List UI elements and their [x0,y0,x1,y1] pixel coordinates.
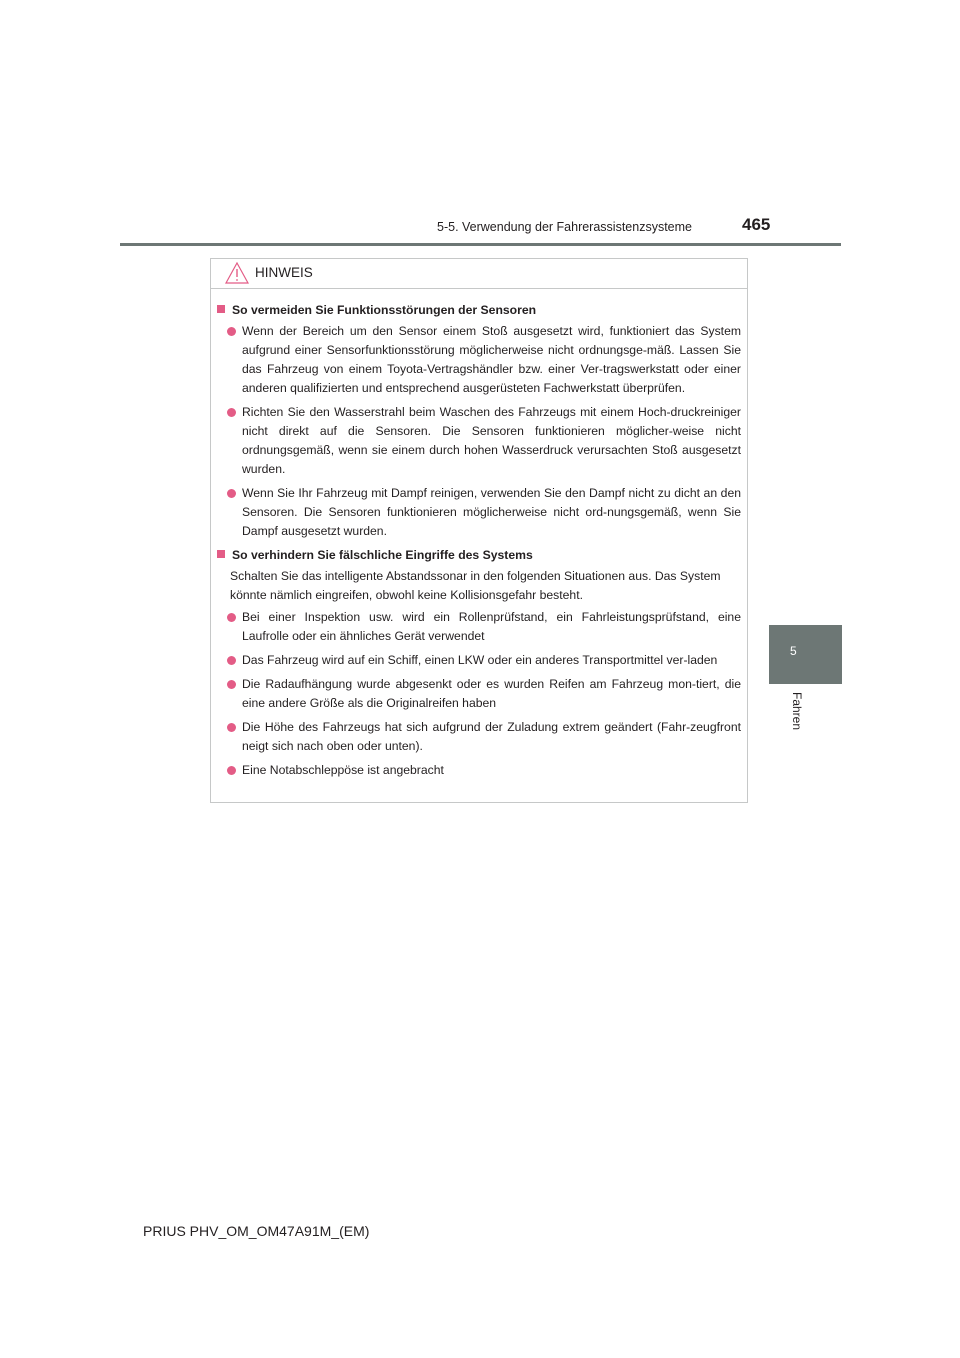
list-item-text: Wenn der Bereich um den Sensor einem Stoß ausgesetzt wird, funktioniert das System aufgrund einer Sensorfunktionsstörung möglicherweise nicht ordnungsge-mäß. Lassen Sie das Fahrzeug von einem Toyota-Vertragshändler bzw. einer Ver-tragswerkstatt oder einer anderen qualifizierten und entsprechend ausgerüsteten Fachwerkstatt überprüfen. [242,324,741,395]
round-bullet-icon [227,680,236,689]
square-bullet-icon [217,305,225,313]
section-heading-text: So vermeiden Sie Funktionsstörungen der Sensoren [232,303,537,317]
round-bullet-icon [227,489,236,498]
list-item [217,761,743,780]
notice-body [217,301,743,785]
chapter-tab-label: Fahren [790,692,804,731]
chapter-tab-number: 5 [790,644,797,658]
list-item-text: Richten Sie den Wasserstrahl beim Waschen des Fahrzeugs mit einem Hoch-druckreiniger nicht direkt auf die Sensoren. Die Sensoren funktionieren möglicher-weise nicht ordnungsgemäß, wenn sie einem durch hohen Wasserdruck verursachten Stoß ausgesetzt wurden. [242,405,741,476]
section-heading [217,301,743,319]
list-item [217,484,743,541]
header-divider [120,243,841,246]
round-bullet-icon [227,613,236,622]
list-item-text: Das Fahrzeug wird auf ein Schiff, einen LKW oder ein anderes Transportmittel ver-laden [242,653,718,667]
section-heading [217,546,743,564]
chapter-tab [769,625,842,684]
round-bullet-icon [227,723,236,732]
round-bullet-icon [227,327,236,336]
round-bullet-icon [227,408,236,417]
notice-header [211,259,747,289]
notice-box [210,258,748,803]
list-item-text: Bei einer Inspektion usw. wird ein Rollenprüfstand, ein Fahrleistungsprüfstand, eine Laufrolle oder ein ähnliches Gerät verwendet [242,610,741,643]
square-bullet-icon [217,550,225,558]
list-item-text: Wenn Sie Ihr Fahrzeug mit Dampf reinigen, verwenden Sie den Dampf nicht zu dicht an den Sensoren. Die Sensoren funktionieren möglicherweise nicht ord-nungsgemäß, wenn Sie Dampf ausgesetzt wurden. [242,486,741,538]
document-code: PRIUS PHV_OM_OM47A91M_(EM) [143,1223,370,1239]
round-bullet-icon [227,766,236,775]
round-bullet-icon [227,656,236,665]
header-section-title: 5-5. Verwendung der Fahrerassistenzsysteme [437,220,692,234]
list-item [217,608,743,646]
section-heading-text: So verhindern Sie fälschliche Eingriffe des Systems [232,548,533,562]
list-item-text: Die Höhe des Fahrzeugs hat sich aufgrund der Zuladung extrem geändert (Fahr-zeugfront neigt sich nach oben oder unten). [242,720,741,753]
warning-triangle-icon [225,262,249,284]
page-number: 465 [742,215,771,234]
list-item [217,651,743,670]
list-item [217,403,743,479]
list-item [217,322,743,398]
notice-title: HINWEIS [255,265,313,280]
list-item-text: Eine Notabschleppöse ist angebracht [242,763,444,777]
list-item [217,718,743,756]
list-item-text: Die Radaufhängung wurde abgesenkt oder es wurden Reifen am Fahrzeug mon-tiert, die eine andere Größe als die Originalreifen haben [242,677,741,710]
list-item [217,675,743,713]
section-intro: Schalten Sie das intelligente Abstandssonar in den folgenden Situationen aus. Das System könnte nämlich eingreifen, obwohl keine Kollisionsgefahr besteht. [230,569,721,602]
